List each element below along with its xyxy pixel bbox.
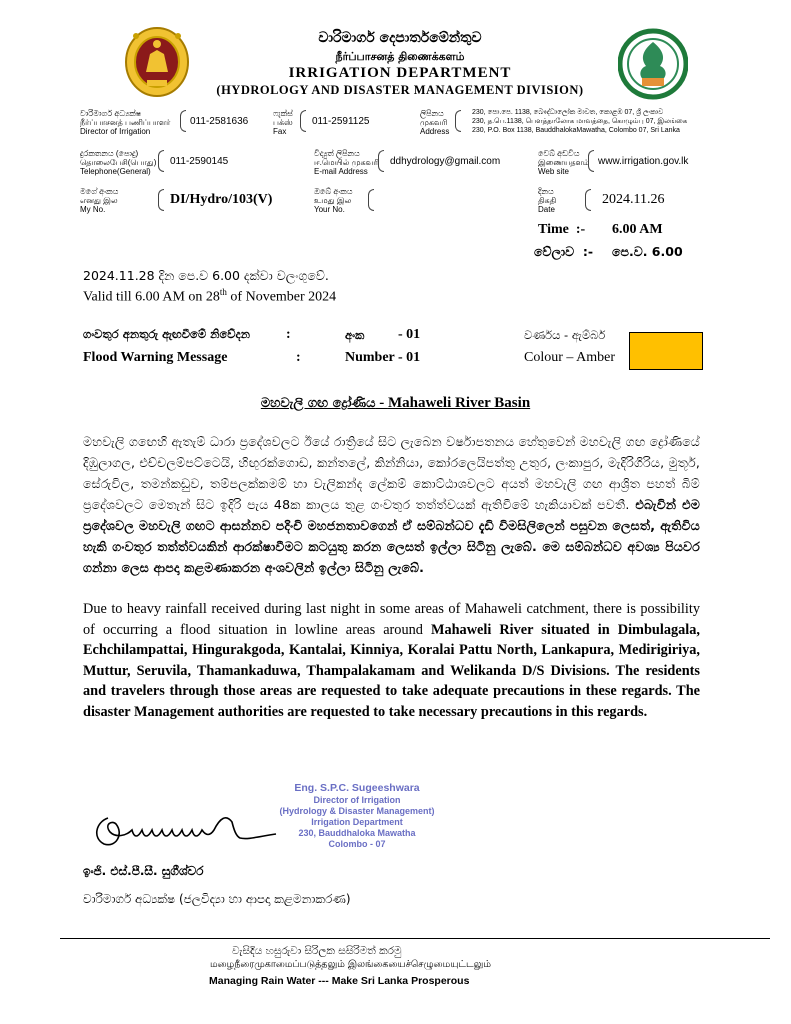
address-en: 230, P.O. Box 1138, BauddhalokaMawatha, Colombo 07, Sri Lanka — [472, 127, 680, 134]
stamp-line-2: Director of Irrigation — [313, 795, 401, 805]
validity-en-prefix: Valid till 6.00 AM on 28 — [83, 289, 220, 305]
telephone-number: 011-2590145 — [170, 156, 229, 167]
stamp-line-4: Irrigation Department — [311, 817, 403, 827]
amber-colour-swatch — [629, 332, 703, 370]
brace — [585, 189, 591, 211]
website: www.irrigation.gov.lk — [598, 156, 689, 167]
colour-en: Colour – Amber — [524, 350, 615, 365]
director-label-en: Director of Irrigation — [80, 127, 151, 136]
my-no-label-en: My No. — [80, 205, 106, 214]
email-label-ta: ஈ.மெயில் முகவரி — [314, 158, 380, 167]
web-label-en: Web site — [538, 167, 569, 176]
warning-label-si: ගංවතුර අනතුරු ඇඟවීමේ නිවේදන — [83, 327, 250, 341]
title-sinhala: වාරිමාර්ග දෙපාර්තමේන්තුව — [318, 30, 482, 46]
title-tamil: நீர்ப்பாசனத் திணைக்களம் — [335, 50, 465, 63]
date-label — [538, 187, 588, 214]
address-text — [472, 108, 712, 135]
basin-title-si: මහවැලි ගඟ ද්‍රෝණිය — [260, 396, 376, 411]
time-value-si: පෙ.ව. 6.00 — [612, 244, 683, 259]
fax-label-ta: பக்ஸ் — [273, 118, 293, 127]
brace — [300, 110, 306, 132]
date-label-ta: திகதி — [538, 196, 557, 205]
your-no-label-en: Your No. — [314, 205, 345, 214]
footer-slogan-si: වැසිදිය හසුරුවා සිරිලක සසිරිමත් කරමු — [232, 945, 402, 957]
brace — [158, 150, 164, 172]
email-address: ddhydrology@gmail.com — [390, 156, 501, 167]
email-label-en: E-mail Address — [314, 167, 368, 176]
warning-colon-1: : — [286, 327, 291, 342]
colour-si: වර්ණය - ඇම්බර් — [524, 328, 606, 342]
warning-number-si-value: - 01 — [398, 327, 421, 342]
warning-number-en: Number - 01 — [345, 350, 421, 365]
brace — [368, 189, 374, 211]
warning-label-en: Flood Warning Message — [83, 350, 228, 365]
footer-slogan-ta: மழைநீரைமுகாமைப்படுத்தலும் இலங்கையைச்செழுமையுட்டலும் — [210, 959, 491, 970]
brace — [158, 189, 164, 211]
time-value: 6.00 AM — [612, 222, 663, 237]
time-label: Time :- — [538, 222, 586, 237]
body-sinhala-bold: එබැවින් එම ප්‍රදේශවල මහවැලි ගඟට ආසන්නව පදිංචි මහජනතාවගෙන් ඒ සම්බන්ධව දැඩි විමසිලිලෙන් පසුවන ලෙසත්, ඇතිවිය හැකි ගංවතුර තත්ත්වයකින් ආරක්ෂාවීමට කටයුතු කරන ලෙසත් ඉල්ලා සිටිනු ලැබේ. මෙ සම්බන්ධව අවශ්‍ය පියවර ගන්නා ලෙස ආපදා කළමණාකරන අංශවලින් ඉල්ලා සිටිනු ලැබේ. — [83, 497, 701, 575]
subtitle: (HYDROLOGY AND DISASTER MANAGEMENT DIVISION) — [216, 83, 584, 97]
warning-number-si: අංක — [345, 328, 365, 342]
stamp-line-5: 230, Bauddhaloka Mawatha — [298, 828, 416, 838]
address-label-en: Address — [420, 127, 450, 136]
body-english — [83, 599, 700, 723]
warning-colon-2: : — [296, 350, 301, 365]
brace — [455, 110, 461, 132]
director-label-si: වාරිමාර්ග අධ්‍යක්ෂ — [80, 109, 142, 118]
date-value: 2024.11.26 — [602, 192, 665, 207]
footer-slogan-en: Managing Rain Water --- Make Sri Lanka Prosperous — [209, 975, 470, 987]
irrigation-department-logo — [618, 28, 688, 100]
your-no-label — [314, 187, 374, 214]
signatory-title-si: වාරිමාර්ග අධ්‍යක්ෂ (ජලවිද්‍යා හා ආපදා කළමනාකරණ) — [83, 892, 351, 906]
official-stamp — [262, 782, 452, 850]
validity-en-sup: th — [219, 287, 227, 297]
your-no-label-si: ඔබේ අංකය — [314, 187, 353, 196]
email-label-si: විද්‍යුත් ලිපිනය — [314, 149, 360, 158]
time-label-si: වේලාව :- — [534, 244, 594, 259]
stamp-line-6: Colombo - 07 — [328, 839, 386, 849]
body-sinhala — [83, 431, 700, 578]
address-label — [420, 109, 470, 136]
fax-label-en: Fax — [273, 127, 287, 136]
fax-number: 011-2591125 — [312, 116, 370, 127]
my-no-label — [80, 187, 150, 214]
web-label-ta: இணையதளம் — [538, 158, 590, 167]
my-no-label-ta: எனது இல — [80, 196, 118, 205]
fax-label-si: ෆැක්ස් — [273, 109, 293, 118]
telephone-label-en: Telephone(General) — [80, 167, 151, 176]
director-phone: 011-2581636 — [190, 116, 249, 127]
date-label-si: දිනය — [538, 187, 554, 196]
telephone-label-si: දුරකතනය (පොදු) — [80, 149, 139, 158]
web-label-si: වෙබ් අඩවිය — [538, 149, 580, 158]
body-sinhala-normal: මහවැලි ගඟෙහි ඇතැම් ධාරා ප්‍රදේශවලට ඊයේ රාත්‍රියේ සිට ලැබෙන වර්ෂාපතනය හේතුවෙන් මහවැලි ගඟ ද්‍රෝණියේ දිඹුලාගල, එච්චලම්පට්ටෙයි, හිඟුරක්ගොඩ, කන්තලේ, කින්නියා, කෝරලෙයිපත්තු උතුර, ලංකාපුර, මැදිරිගිරිය, මුතූර්, සේරුවිල, තමන්කඩුව, තම්පලක්කමම් හා වැලිකන්ද ලේකම් කොට්ඨාශවලට අයත් මහවැලි ගඟ ආශ්‍රිත පහත් බිම් ප්‍රදේශවලට මෙතැන් සිට ඉදිරි පැය 48ක කාලය තුළ ගංවතුර තත්ත්වයක් ඇතිවීමේ හැකියාවක් පවතී. — [83, 434, 700, 512]
signatory-name-si: ඉංජි. එස්.පී.සී. සුගීශ්වර — [83, 864, 204, 878]
brace — [378, 150, 384, 172]
validity-en-suffix: of November 2024 — [226, 289, 337, 305]
brace — [588, 150, 594, 172]
body-english-bold: Mahaweli River situated in Dimbulagala, Echchilampattai, Hingurakgoda, Kantalai, Kinniya, Koralai Pattu North, Lankapura, Medirigiriya, Muttur, Seruvila, Thamankaduwa, Thampalakamam and Welikanda D/S Divisions. The residents and travelers through those areas are requested to take adequate precautions in these regards. The disaster Management authorities are requested to take necessary precautions in this regards. — [83, 621, 700, 720]
telephone-label-ta: தொலைபேசி(பொது) — [80, 158, 157, 167]
basin-title — [0, 395, 791, 412]
your-no-label-ta: உமது இல — [314, 196, 352, 205]
my-no: DI/Hydro/103(V) — [170, 192, 273, 207]
title-english: IRRIGATION DEPARTMENT — [288, 65, 512, 81]
body-english-normal: Due to heavy rainfall received during last night in some areas of Mahaweli catchment, there is possibility of occurring a flood situation in lowline areas around — [83, 601, 700, 638]
basin-title-en: Mahaweli River Basin — [387, 395, 531, 411]
validity-en — [83, 287, 336, 306]
address-label-si: ලිපිනය — [420, 109, 444, 118]
address-si: 230, පො.පෙ. 1138, බෞද්ධාලෝක මාවත, කොළඹ 07, ශ්‍රී ලංකාව — [472, 109, 664, 116]
date-label-en: Date — [538, 205, 555, 214]
footer-divider — [60, 938, 770, 939]
handwritten-signature — [86, 808, 286, 853]
director-label-ta: நீர்ப்பாசனத் பணிப்பாளர் — [80, 118, 171, 127]
validity-si: 2024.11.28 දින පෙ.ව 6.00 දක්වා වලංගුවේ. — [83, 268, 329, 283]
sri-lanka-emblem-logo — [122, 22, 192, 100]
stamp-line-3: (Hydrology & Disaster Management) — [279, 806, 435, 816]
address-label-ta: முகவரி — [420, 118, 448, 127]
brace — [180, 110, 186, 132]
my-no-label-si: මගේ අංකය — [80, 187, 119, 196]
stamp-line-1: Eng. S.P.C. Sugeeshwara — [294, 782, 420, 794]
basin-title-sep: - — [375, 395, 388, 411]
address-ta: 230, த.பெ.1138, பௌத்தாலோக மாவத்தை, கொழும்பு 07, இலங்கை — [472, 118, 688, 125]
